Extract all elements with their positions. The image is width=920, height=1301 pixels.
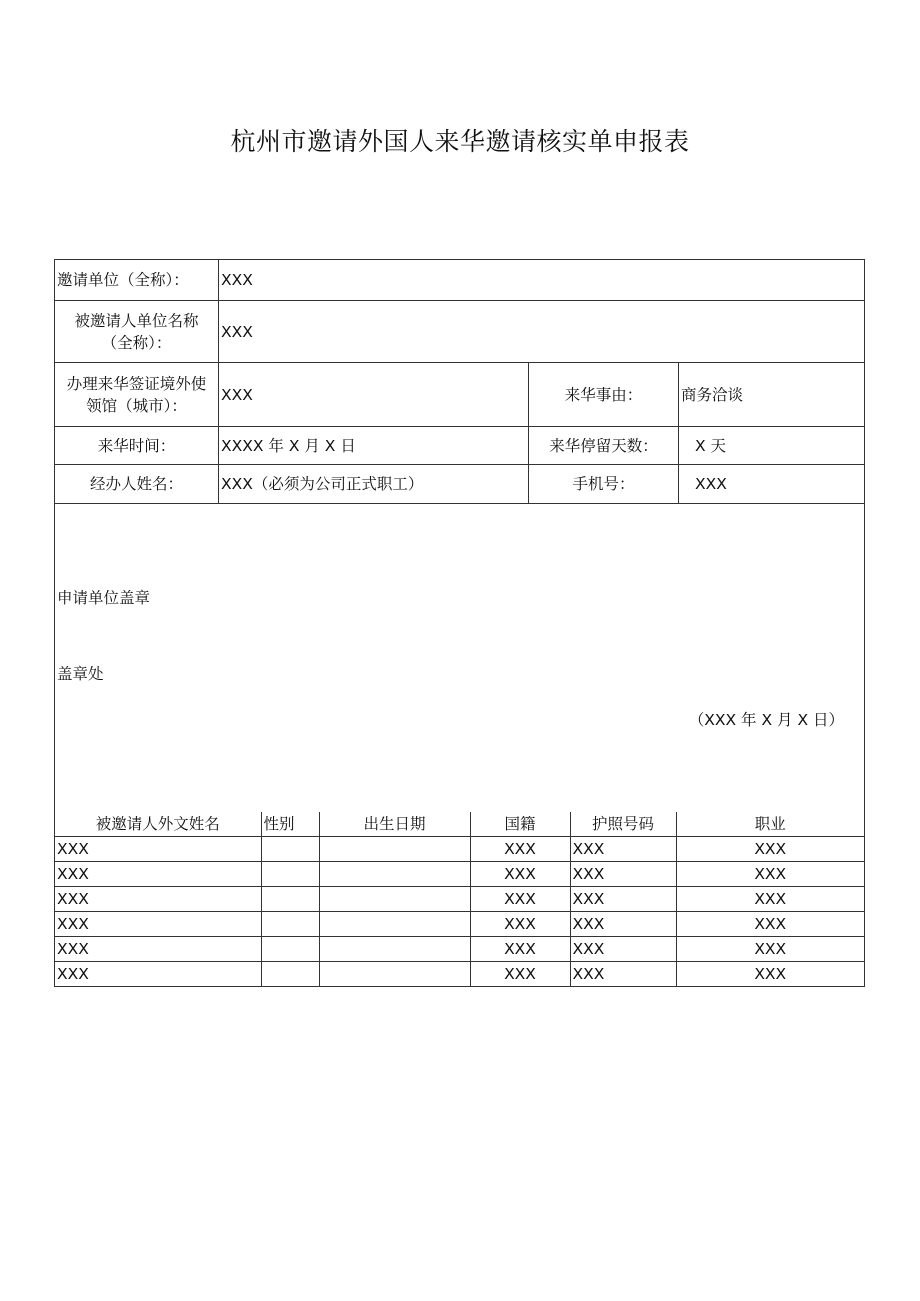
embassy-label-line2: 领馆（城市）： — [86, 396, 187, 415]
cell-passport-number[interactable]: XXX — [570, 962, 676, 987]
cell-gender[interactable] — [261, 937, 319, 962]
cell-foreign-name[interactable]: XXX — [55, 912, 261, 937]
cell-foreign-name[interactable]: XXX — [55, 962, 261, 987]
cell-gender[interactable] — [261, 962, 319, 987]
cell-birth-date[interactable] — [319, 837, 470, 862]
header-gender: 性别 — [261, 812, 319, 837]
cell-gender[interactable] — [261, 887, 319, 912]
seal-place-label: 盖章处 — [57, 665, 104, 683]
header-foreign-name: 被邀请人外文姓名 — [55, 812, 261, 837]
cell-nationality[interactable]: XXX — [470, 962, 570, 987]
inviting-unit-label: 邀请单位（全称）： — [57, 271, 189, 289]
cell-passport-number[interactable]: XXX — [570, 937, 676, 962]
invitee-unit-label-line1: 被邀请人单位名称 — [74, 311, 199, 330]
cell-nationality[interactable]: XXX — [470, 887, 570, 912]
phone-field[interactable]: XXX — [678, 465, 864, 503]
stay-days-label: 来华停留天数： — [528, 427, 678, 464]
row-handler — [55, 464, 864, 503]
table-row — [55, 837, 864, 862]
cell-passport-number[interactable]: XXX — [570, 862, 676, 887]
table-row — [55, 962, 864, 987]
applicant-seal-label: 申请单位盖章 — [57, 589, 151, 607]
cell-foreign-name[interactable]: XXX — [55, 887, 261, 912]
row-inviting-unit — [55, 260, 864, 300]
cell-occupation[interactable]: XXX — [676, 837, 864, 862]
cell-foreign-name[interactable]: XXX — [55, 862, 261, 887]
cell-occupation[interactable]: XXX — [676, 937, 864, 962]
invitee-table — [55, 812, 864, 986]
cell-gender[interactable] — [261, 912, 319, 937]
cell-nationality[interactable]: XXX — [470, 862, 570, 887]
cell-passport-number[interactable]: XXX — [570, 887, 676, 912]
embassy-label-line1: 办理来华签证境外使 — [66, 374, 207, 393]
table-row — [55, 862, 864, 887]
cell-gender[interactable] — [261, 862, 319, 887]
row-invitee-unit — [55, 300, 864, 362]
cell-gender[interactable] — [261, 837, 319, 862]
table-row — [55, 937, 864, 962]
embassy-label — [55, 363, 218, 426]
page-title: 杭州市邀请外国人来华邀请核实单申报表 — [230, 127, 690, 156]
arrival-field[interactable]: XXXX 年 X 月 X 日 — [218, 427, 528, 464]
table-row — [55, 887, 864, 912]
phone-label: 手机号： — [528, 465, 678, 503]
header-occupation: 职业 — [676, 812, 864, 837]
cell-foreign-name[interactable]: XXX — [55, 937, 261, 962]
inviting-unit-field[interactable]: XXX — [218, 260, 864, 300]
cell-occupation[interactable]: XXX — [676, 962, 864, 987]
application-form — [54, 259, 865, 987]
cell-birth-date[interactable] — [319, 862, 470, 887]
stay-days-field[interactable]: X 天 — [678, 427, 864, 464]
cell-passport-number[interactable]: XXX — [570, 837, 676, 862]
invitee-unit-label-line2: （全称）： — [101, 333, 172, 352]
cell-birth-date[interactable] — [319, 962, 470, 987]
cell-birth-date[interactable] — [319, 912, 470, 937]
purpose-label: 来华事由： — [528, 363, 678, 426]
row-embassy — [55, 362, 864, 426]
header-nationality: 国籍 — [470, 812, 570, 837]
row-arrival — [55, 426, 864, 464]
invitee-unit-field[interactable]: XXX — [218, 301, 864, 362]
cell-nationality[interactable]: XXX — [470, 912, 570, 937]
embassy-field[interactable]: XXX — [218, 363, 528, 426]
cell-occupation[interactable]: XXX — [676, 887, 864, 912]
cell-passport-number[interactable]: XXX — [570, 912, 676, 937]
stamp-area — [55, 503, 864, 812]
cell-birth-date[interactable] — [319, 937, 470, 962]
table-header-row — [55, 812, 864, 837]
handler-field[interactable]: XXX（必须为公司正式职工） — [218, 465, 528, 503]
cell-nationality[interactable]: XXX — [470, 837, 570, 862]
cell-foreign-name[interactable]: XXX — [55, 837, 261, 862]
cell-nationality[interactable]: XXX — [470, 937, 570, 962]
handler-label: 经办人姓名： — [89, 475, 183, 493]
table-row — [55, 912, 864, 937]
cell-occupation[interactable]: XXX — [676, 862, 864, 887]
cell-occupation[interactable]: XXX — [676, 912, 864, 937]
purpose-field[interactable]: 商务洽谈 — [678, 363, 864, 426]
arrival-label: 来华时间： — [97, 436, 176, 455]
header-passport-number: 护照号码 — [570, 812, 676, 837]
cell-birth-date[interactable] — [319, 887, 470, 912]
stamp-date: （XXX 年 X 月 X 日） — [688, 711, 844, 729]
header-birth-date: 出生日期 — [319, 812, 470, 837]
invitee-unit-label — [55, 301, 218, 362]
